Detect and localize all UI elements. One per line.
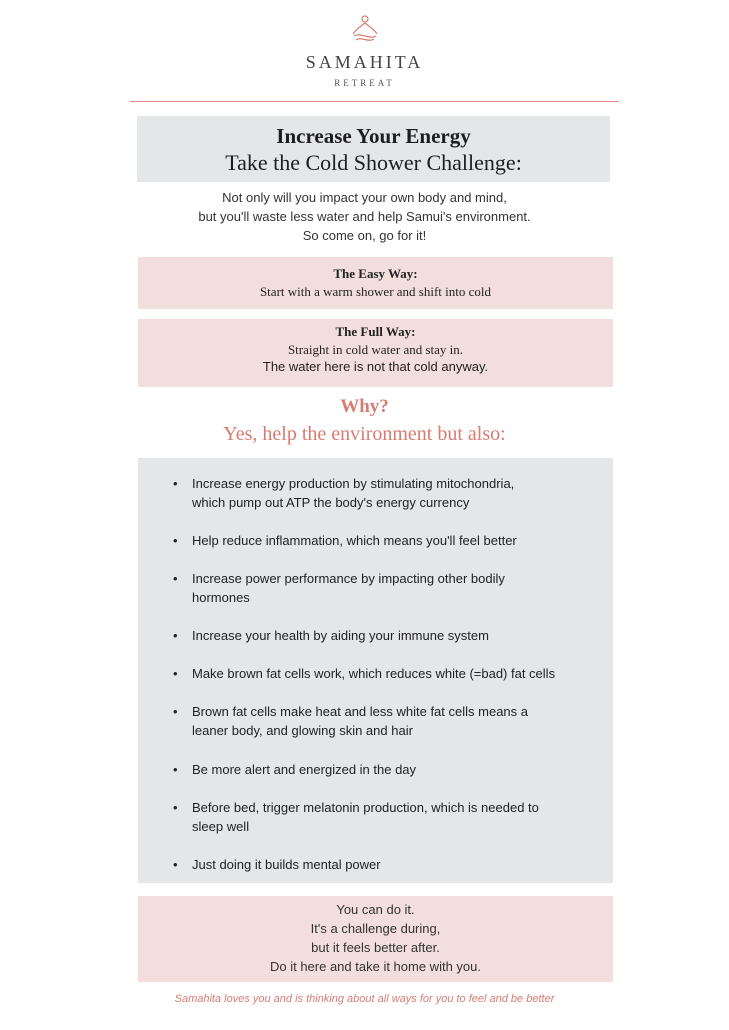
bullet-dot: • bbox=[173, 800, 178, 815]
benefits-list bbox=[138, 458, 613, 883]
brand-name: SAMAHITA bbox=[305, 52, 424, 72]
page-title: Increase Your Energy bbox=[276, 124, 471, 148]
full-way-box bbox=[138, 319, 613, 387]
why-heading: Why? bbox=[340, 396, 389, 417]
list-item: • Increase power performance by impacting other bodily hormones bbox=[173, 571, 505, 605]
closing-line: It's a challenge during, bbox=[310, 921, 441, 936]
bullet-dot: • bbox=[173, 476, 178, 491]
bullet-dot: • bbox=[173, 533, 178, 548]
list-item: • Increase your health by aiding your immune system bbox=[173, 628, 489, 643]
list-item: • Help reduce inflammation, which means you'll feel better bbox=[173, 533, 517, 548]
page-subtitle: Take the Cold Shower Challenge: bbox=[225, 150, 522, 175]
full-way-title: The Full Way: bbox=[335, 324, 416, 339]
why-subheading: Yes, help the environment but also: bbox=[223, 423, 506, 445]
bullet-dot: • bbox=[173, 857, 178, 872]
easy-way-box bbox=[138, 257, 613, 309]
bullet-dot: • bbox=[173, 762, 178, 777]
title-box bbox=[137, 116, 610, 182]
closing-line: You can do it. bbox=[336, 902, 415, 917]
list-item: • Make brown fat cells work, which reduces white (=bad) fat cells bbox=[173, 666, 556, 681]
easy-way-title: The Easy Way: bbox=[333, 266, 418, 281]
bullet-dot: • bbox=[173, 704, 178, 719]
list-item: • Increase energy production by stimulating mitochondria, which pump out ATP the body's energy currency bbox=[173, 476, 515, 510]
closing-line: Do it here and take it home with you. bbox=[269, 959, 481, 974]
closing-box bbox=[138, 896, 613, 982]
list-item: • Be more alert and energized in the day bbox=[173, 762, 417, 777]
full-way-text: Straight in cold water and stay in. bbox=[287, 342, 464, 357]
list-item: • Before bed, trigger melatonin production, which is needed to sleep well bbox=[173, 800, 539, 834]
intro-line: So come on, go for it! bbox=[302, 228, 427, 243]
intro-line: Not only will you impact your own body and mind, bbox=[222, 190, 507, 205]
brand-subtitle: RETREAT bbox=[334, 78, 395, 88]
full-way-text: The water here is not that cold anyway. bbox=[262, 359, 489, 374]
bullet-dot: • bbox=[173, 628, 178, 643]
intro-line: but you'll waste less water and help Samui's environment. bbox=[198, 209, 531, 224]
intro-text bbox=[0, 188, 729, 245]
lotus-figure-icon bbox=[350, 14, 380, 44]
easy-way-text: Start with a warm shower and shift into cold bbox=[259, 284, 492, 299]
list-item: • Just doing it builds mental power bbox=[173, 857, 381, 872]
bullet-dot: • bbox=[173, 666, 178, 681]
list-item: • Brown fat cells make heat and less white fat cells means a leaner body, and glowing skin and hair bbox=[173, 704, 528, 738]
closing-line: but it feels better after. bbox=[311, 940, 440, 955]
bullet-dot: • bbox=[173, 571, 178, 586]
header-divider bbox=[130, 101, 618, 102]
footer-tagline: Samahita loves you and is thinking about all ways for you to feel and be better bbox=[174, 993, 555, 1005]
